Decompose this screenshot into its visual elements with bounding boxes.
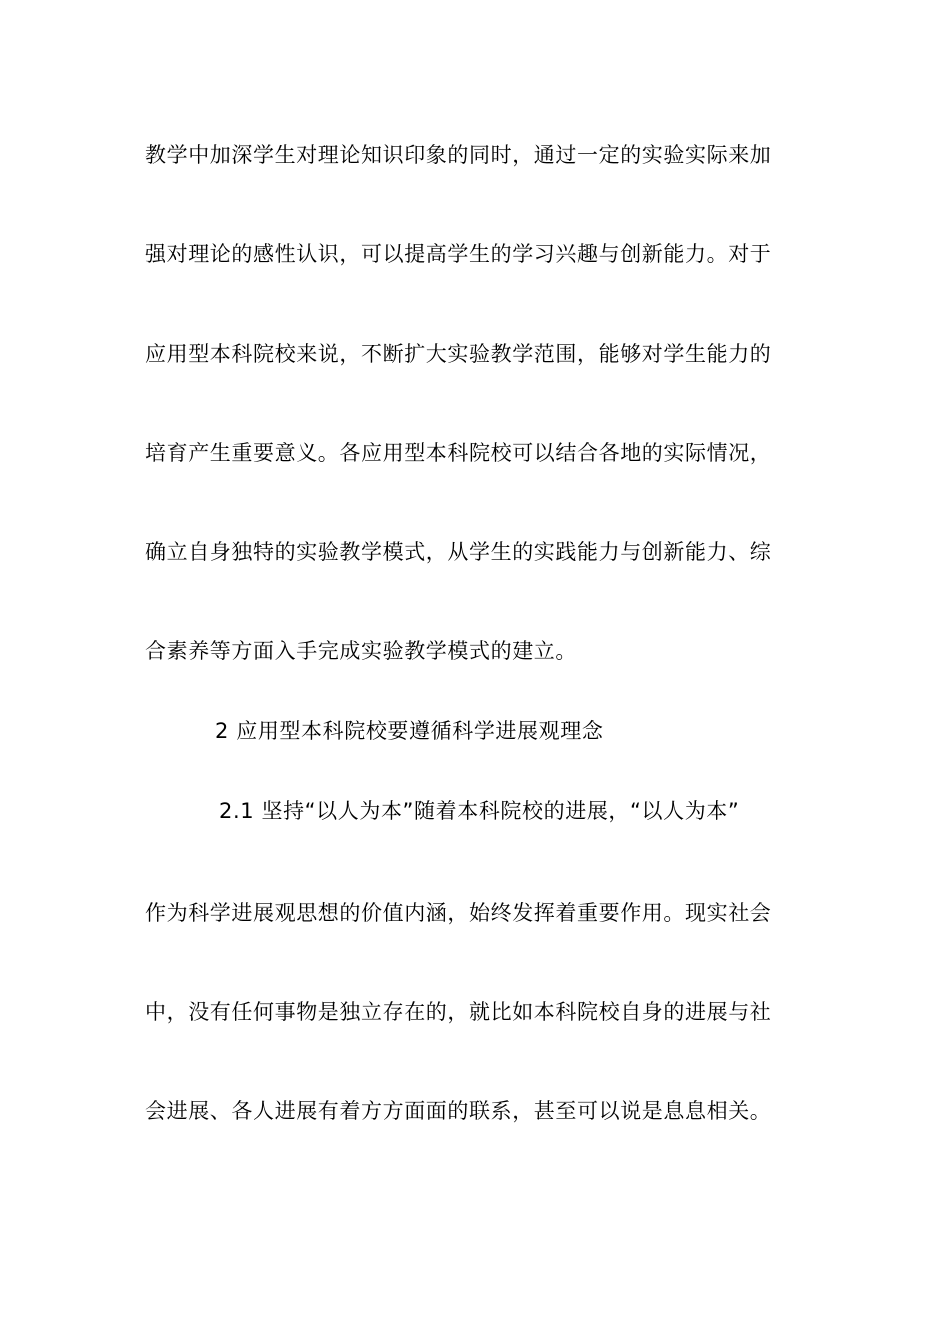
paragraph-line: 会进展、各人进展有着方方面面的联系，甚至可以说是息息相关。 xyxy=(145,1099,772,1123)
paragraph-line: 作为科学进展观思想的价值内涵，始终发挥着重要作用。现实社会 xyxy=(145,901,772,925)
subsection-line: 2.1 坚持“以人为本”随着本科院校的进展，“以人为本” xyxy=(219,799,740,823)
paragraph-line: 培育产生重要意义。各应用型本科院校可以结合各地的实际情况， xyxy=(145,441,772,465)
paragraph-line: 教学中加深学生对理论知识印象的同时，通过一定的实验实际来加 xyxy=(145,143,772,167)
paragraph-line: 应用型本科院校来说，不断扩大实验教学范围，能够对学生能力的 xyxy=(145,342,772,366)
section-heading: 2 应用型本科院校要遵循科学进展观理念 xyxy=(215,719,604,743)
paragraph-line: 中，没有任何事物是独立存在的，就比如本科院校自身的进展与社 xyxy=(145,1000,772,1024)
paragraph-line: 合素养等方面入手完成实验教学模式的建立。 xyxy=(145,639,577,663)
paragraph-line: 强对理论的感性认识，可以提高学生的学习兴趣与创新能力。对于 xyxy=(145,242,772,266)
paragraph-line: 确立自身独特的实验教学模式，从学生的实践能力与创新能力、综 xyxy=(145,540,772,564)
